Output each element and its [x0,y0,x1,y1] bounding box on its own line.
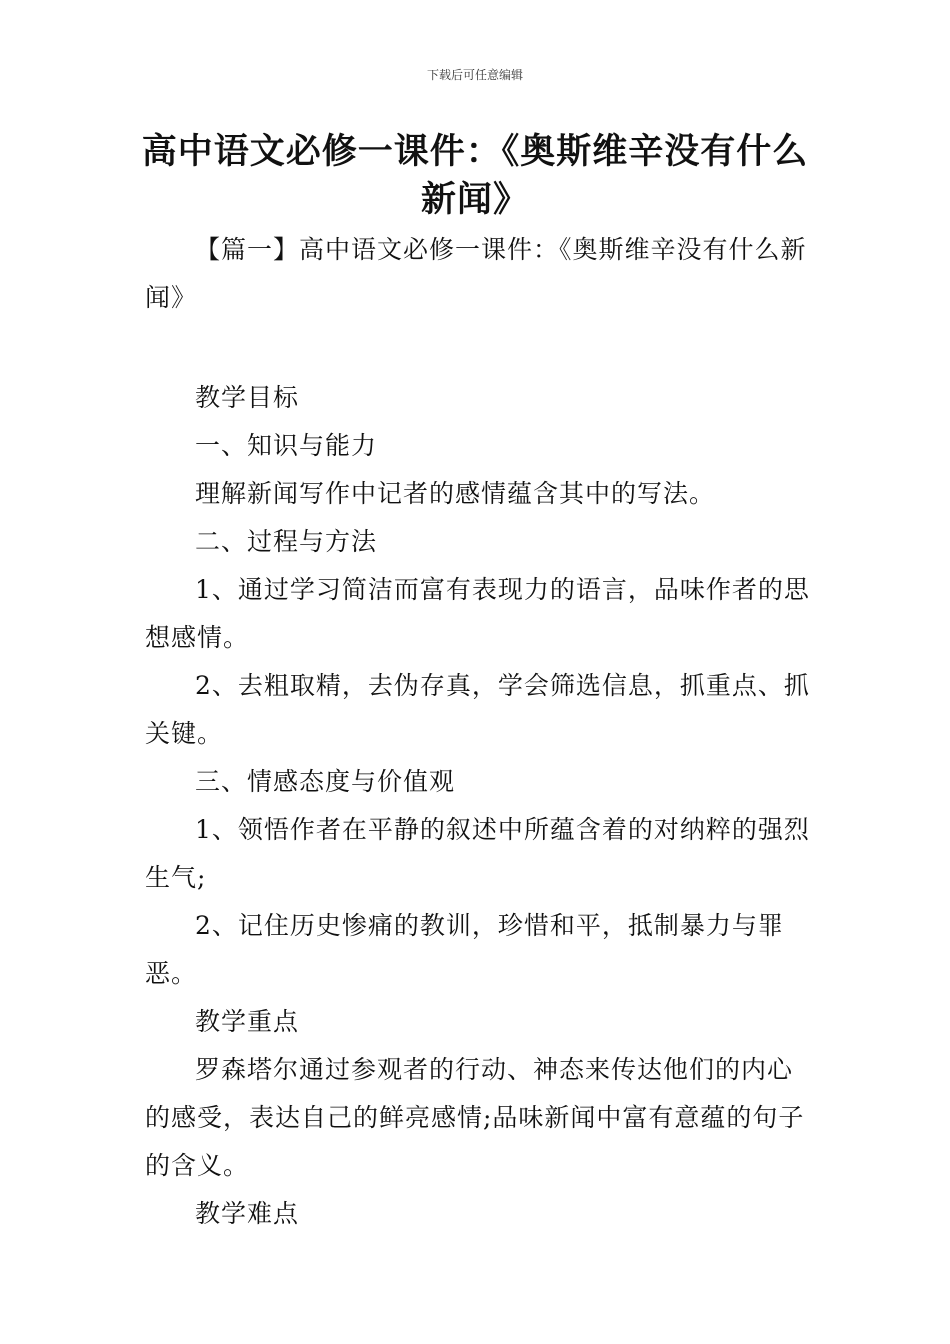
paragraph-text: 2、记住历史惨痛的教训，珍惜和平，抵制暴力与罪恶。 [145,911,784,988]
paragraph-text: 理解新闻写作中记者的感情蕴含其中的写法。 [195,479,716,508]
document-title: 高中语文必修一课件：《奥斯维辛没有什么新闻》 [141,132,809,220]
paragraph-text: 罗森塔尔通过参观者的行动、神态来传达他们的内心的感受，表达自己的鲜亮感情;品味新闻中富有意蕴的句子的含义。 [145,1055,805,1180]
paragraph-teaching-focus: 教学重点 [195,1007,300,1036]
page-header: 下载后可任意编辑 [426,68,523,82]
paragraph-text: 1、领悟作者在平静的叙述中所蕴含着的对纳粹的强烈生气; [145,815,810,892]
paragraph-process-method: 二、过程与方法 [195,527,378,556]
paragraph-teaching-goals: 教学目标 [195,383,300,412]
document-body [145,226,810,1238]
paragraph-text: 2、去粗取精，去伪存真，学会筛选信息，抓重点、抓关键。 [145,671,810,748]
paragraph-teaching-difficulty: 教学难点 [195,1199,300,1228]
paragraph-text: 1、通过学习简洁而富有表现力的语言，品味作者的思想感情。 [145,575,810,652]
paragraph-knowledge-ability: 一、知识与能力 [195,431,378,460]
section-heading: 【篇一】高中语文必修一课件：《奥斯维辛没有什么新闻》 [145,235,807,312]
paragraph-attitude-values: 三、情感态度与价值观 [195,767,456,796]
